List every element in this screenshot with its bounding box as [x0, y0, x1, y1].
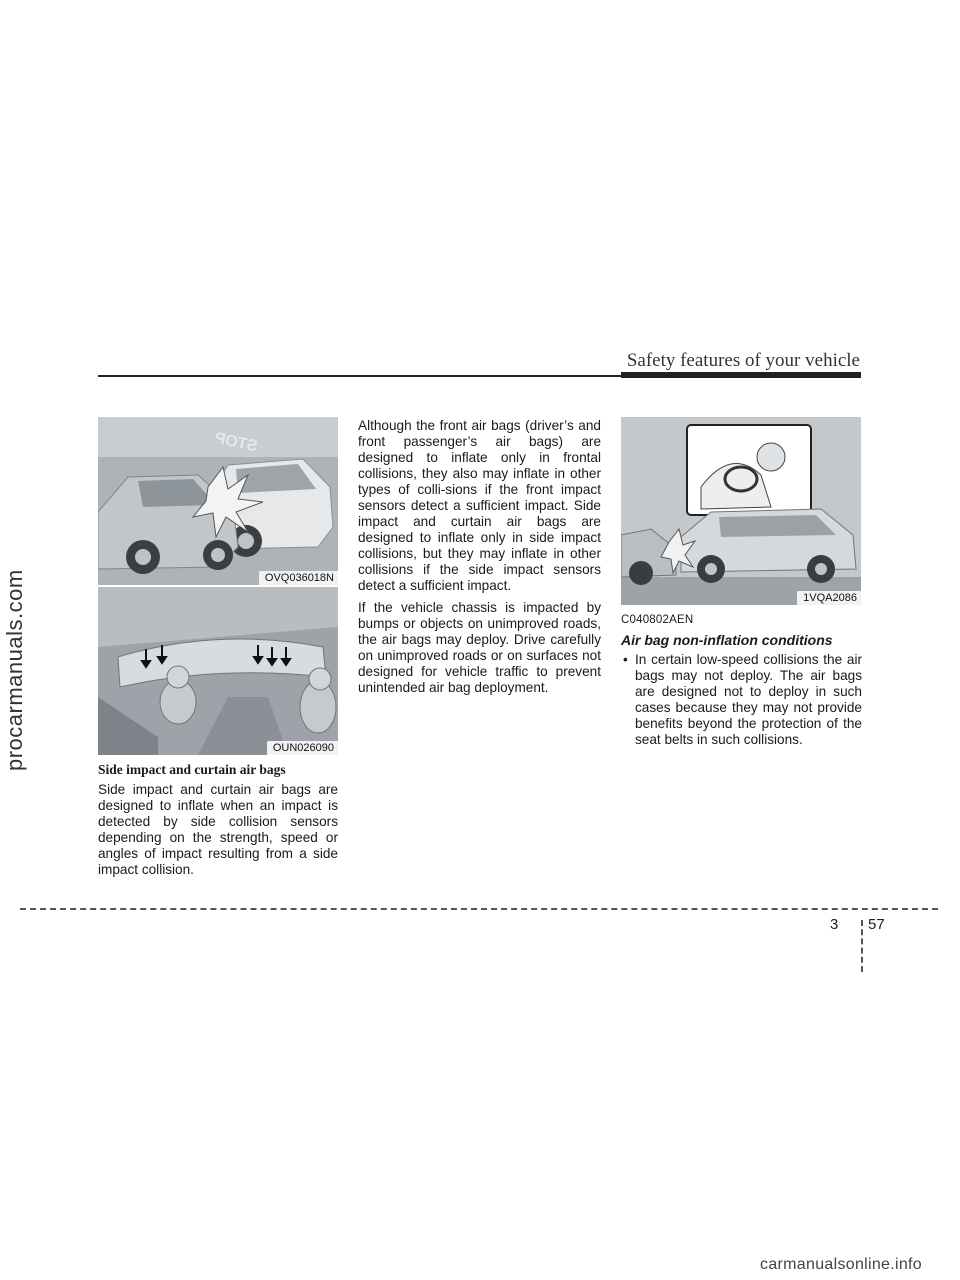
low-speed-collision-illustration — [621, 417, 861, 605]
figure-low-speed-collision — [621, 417, 861, 605]
figure-side-impact-cars — [98, 417, 338, 585]
side-watermark: procarmanuals.com — [2, 569, 27, 771]
side-impact-illustration — [98, 417, 338, 585]
curtain-airbag-illustration — [98, 587, 338, 755]
reference-code: C040802AEN — [621, 614, 694, 626]
column-2 — [358, 418, 601, 702]
header-tab-bar — [621, 372, 861, 378]
page-header-title: Safety features of your vehicle — [626, 350, 860, 371]
bullet-marker: • — [623, 652, 628, 667]
section-heading: Side impact and curtain air bags — [98, 762, 286, 777]
unimproved-roads-paragraph: If the vehicle chassis is impacted by bumps or objects on unimproved roads, the air bags may deploy. Drive carefully on unimproved roads or on surfaces not designed for vehicle traffic to prevent unintended air bag deployment. — [358, 600, 601, 695]
bullet-item — [621, 652, 862, 748]
column-3 — [621, 612, 862, 748]
figure-code-label: OUN026090 — [267, 741, 338, 755]
figure-code-label: 1VQA2086 — [797, 591, 861, 605]
side-airbag-paragraph: Side impact and curtain air bags are designed to inflate when an impact is detected by side collision sensors depending on the strength, speed or angles of impact resulting from a side impact collision. — [98, 782, 338, 877]
footer-dashed-vertical-rule — [861, 920, 863, 972]
footer-dashed-rule — [20, 908, 938, 910]
chapter-number: 3 — [830, 916, 839, 933]
figure-code-label: OVQ036018N — [259, 571, 338, 585]
page-number: 57 — [868, 916, 885, 933]
column-1 — [98, 762, 338, 884]
footer-watermark: carmanualsonline.info — [760, 1256, 922, 1273]
bullet-text: In certain low-speed collisions the air bags may not deploy. The air bags are designed not to deploy in such cases because they may not provide benefits beyond the protection of the seat belts in such collisions. — [635, 652, 862, 747]
stop-road-marking: STOP — [213, 429, 259, 456]
front-airbag-paragraph: Although the front air bags (driver’s and front passenger’s air bags) are designed to inflate only in frontal collisions, they also may inflate in other types of colli-sions if the front impact sensors detect a sufficient impact. Side impact and curtain air bags are designed to inflate only in side impact collisions, but they may inflate in other collisions if the side impact sensors detect a sufficient impact. — [358, 418, 601, 593]
figure-curtain-airbags — [98, 587, 338, 755]
subsection-heading: Air bag non-inflation conditions — [621, 632, 833, 648]
